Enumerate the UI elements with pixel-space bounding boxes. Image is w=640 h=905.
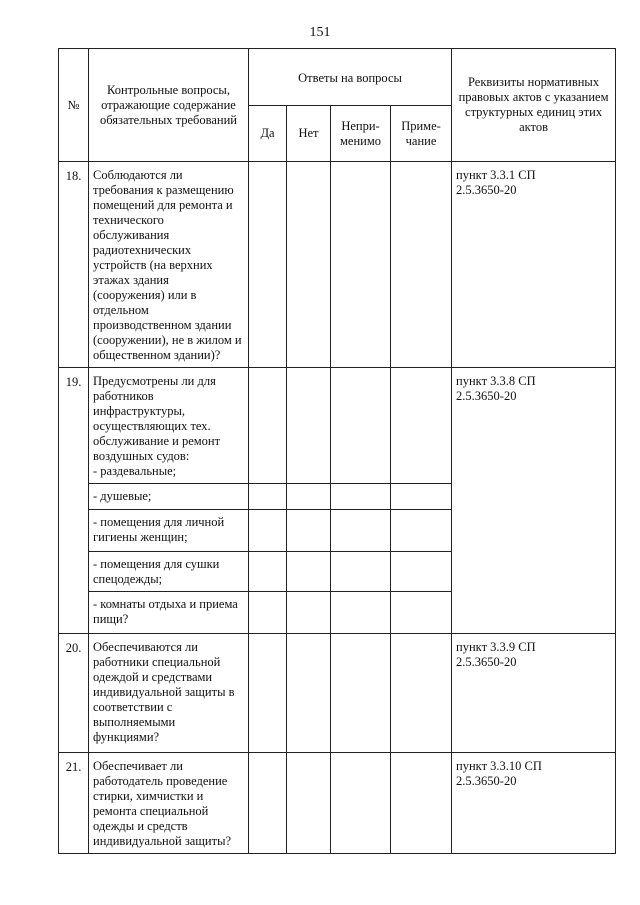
row-number: 20. (59, 634, 89, 753)
header-answers: Ответы на вопросы (249, 49, 452, 106)
answer-note-cell (391, 753, 452, 854)
header-number: № (59, 49, 89, 162)
question-text: Обеспечиваются ли работники специальной одеждой и средствами индивидуальной защиты в соответствии с выполняемыми функциями? (89, 634, 249, 753)
table-row (59, 634, 616, 753)
sub-item: - раздевальные; (93, 464, 177, 478)
header-note: Приме-чание (391, 106, 452, 162)
question-line: этажах здания (93, 273, 169, 287)
question-line: радиотехнических (93, 243, 192, 257)
requisite-line: 2.5.3650-20 (456, 183, 517, 197)
answer-no-cell (287, 634, 331, 753)
requisites-cell (452, 753, 616, 854)
question-line: требования к размещению (93, 183, 234, 197)
answer-no-cell (287, 753, 331, 854)
row-number: 21. (59, 753, 89, 854)
answer-note-cell (391, 552, 452, 592)
answer-no-cell (287, 552, 331, 592)
question-text (89, 162, 249, 368)
answer-yes-cell (249, 592, 287, 634)
requisite-line: 2.5.3650-20 (456, 774, 517, 788)
header-no: Нет (287, 106, 331, 162)
question-text: Предусмотрены ли для работников инфраструктуры, осуществляющих тех. обслуживание и ремонт воздушных судов: - раздевальные; (89, 368, 249, 484)
answer-na-cell (331, 368, 391, 484)
answer-yes-cell (249, 368, 287, 484)
page-number: 151 (309, 25, 331, 40)
header-not-applicable: Непри-менимо (331, 106, 391, 162)
question-line: Соблюдаются ли (93, 168, 183, 182)
answer-na-cell (331, 484, 391, 510)
table-row (59, 753, 616, 854)
requisites-cell (452, 634, 616, 753)
answer-yes-cell (249, 552, 287, 592)
header-requisites: Реквизиты нормативных правовых актов с указанием структурных единиц этих актов (452, 49, 616, 162)
answer-na-cell (331, 162, 391, 368)
answer-na-cell (331, 592, 391, 634)
answer-no-cell (287, 484, 331, 510)
answer-yes-cell (249, 484, 287, 510)
sub-item: - помещения для сушки спецодежды; (89, 552, 249, 592)
sub-item: - комнаты отдыха и приема пищи? (89, 592, 249, 634)
question-line: производственном здании (93, 318, 232, 332)
answer-no-cell (287, 592, 331, 634)
requisite-line: пункт 3.3.10 СП (456, 759, 542, 773)
answer-note-cell (391, 592, 452, 634)
checklist-table (58, 48, 616, 854)
answer-yes-cell (249, 634, 287, 753)
question-line: общественном здании)? (93, 348, 221, 362)
question-line: обслуживания (93, 228, 170, 242)
answer-no-cell (287, 162, 331, 368)
question-text: Обеспечивает ли работодатель проведение стирки, химчистки и ремонта специальной одежды и средств индивидуальной защиты? (89, 753, 249, 854)
answer-na-cell (331, 753, 391, 854)
answer-na-cell (331, 634, 391, 753)
requisites-cell (452, 162, 616, 368)
requisites-cell (452, 368, 616, 634)
requisite-line: 2.5.3650-20 (456, 389, 517, 403)
question-line: (сооружении), не в жилом и (93, 333, 242, 347)
question-line: устройств (на верхних (93, 258, 213, 272)
requisite-line: пункт 3.3.9 СП (456, 640, 536, 654)
answer-na-cell (331, 552, 391, 592)
header-question: Контрольные вопросы, отражающие содержание обязательных требований (89, 49, 249, 162)
table-row (59, 162, 616, 368)
sub-item: - помещения для личной гигиены женщин; (89, 510, 249, 552)
answer-note-cell (391, 484, 452, 510)
question-line: технического (93, 213, 164, 227)
answer-note-cell (391, 162, 452, 368)
question-line: отдельном (93, 303, 149, 317)
question-line: помещений для ремонта и (93, 198, 233, 212)
requisite-line: пункт 3.3.1 СП (456, 168, 536, 182)
requisite-line: пункт 3.3.8 СП (456, 374, 536, 388)
answer-note-cell (391, 634, 452, 753)
answer-yes-cell (249, 510, 287, 552)
header-yes: Да (249, 106, 287, 162)
sub-item: - душевые; (89, 484, 249, 510)
answer-no-cell (287, 368, 331, 484)
row-number: 19. (59, 368, 89, 634)
answer-no-cell (287, 510, 331, 552)
answer-yes-cell (249, 753, 287, 854)
requisite-line: 2.5.3650-20 (456, 655, 517, 669)
question-line: (сооружения) или в (93, 288, 197, 302)
answer-na-cell (331, 510, 391, 552)
row-number: 18. (59, 162, 89, 368)
answer-yes-cell (249, 162, 287, 368)
answer-note-cell (391, 510, 452, 552)
table-row (59, 368, 616, 484)
answer-note-cell (391, 368, 452, 484)
